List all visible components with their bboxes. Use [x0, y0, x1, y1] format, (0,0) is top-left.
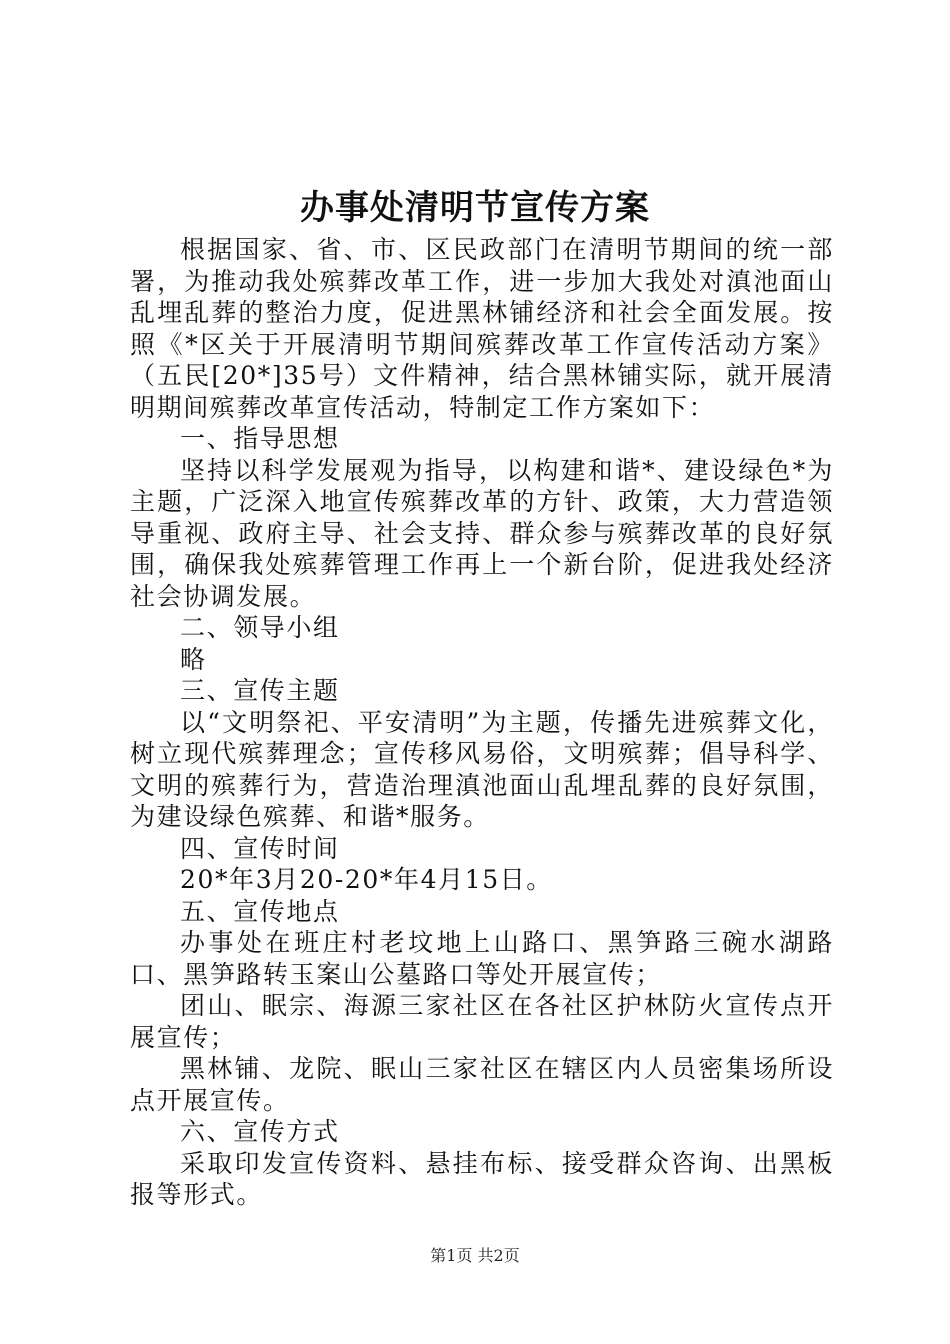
section-heading-location: 五、宣传地点 — [180, 896, 340, 926]
section-heading-time: 四、宣传时间 — [180, 833, 340, 863]
page-footer: 第1页 共2页 — [430, 1246, 520, 1265]
section-heading-method: 六、宣传方式 — [180, 1117, 340, 1146]
intro-paragraph: 根据国家、省、市、区民政部门在清明节期间的统一部署，为推动我处殡葬改革工作，进一步加大我处对滇池面山乱埋乱葬的整治力度，促进黑林铺经济和社会全面发展。按照《*区关于开展清明节期间殡葬改革工作宣传活动方案》（五民[20*]35号）文件精神，结合黑林铺实际，就开展清明期间殡葬改革宣传活动，特制定工作方案如下： — [130, 235, 834, 422]
document-body — [130, 234, 834, 1211]
time-paragraph: 20*年3月20-20*年4月15日。 — [180, 865, 553, 894]
leadership-group-paragraph: 略 — [180, 644, 207, 674]
location-paragraph-3: 黑林铺、龙院、眠山三家社区在辖区内人员密集场所设点开展宣传。 — [130, 1054, 834, 1115]
section-heading-leadership-group: 二、领导小组 — [180, 613, 340, 642]
section-heading-theme: 三、宣传主题 — [180, 676, 340, 705]
guiding-thought-paragraph: 坚持以科学发展观为指导，以构建和谐*、建设绿色*为主题，广泛深入地宣传殡葬改革的方针、政策，大力营造领导重视、政府主导、社会支持、群众参与殡葬改革的良好氛围，确保我处殡葬管理工作再上一个新台阶，促进我处经济社会协调发展。 — [130, 455, 834, 611]
document-title: 办事处清明节宣传方案 — [300, 188, 650, 228]
location-paragraph-1: 办事处在班庄村老坟地上山路口、黑笋路三碗水湖路口、黑笋路转玉案山公墓路口等处开展宣传； — [130, 928, 834, 989]
theme-paragraph: 以“文明祭祀、平安清明”为主题，传播先进殡葬文化，树立现代殡葬理念；宣传移风易俗，文明殡葬；倡导科学、文明的殡葬行为，营造治理滇池面山乱埋乱葬的良好氛围，为建设绿色殡葬、和谐*服务。 — [130, 707, 834, 831]
method-paragraph: 采取印发宣传资料、悬挂布标、接受群众咨询、出黑板报等形式。 — [130, 1148, 834, 1209]
section-heading-guiding-thought: 一、指导思想 — [180, 424, 340, 453]
location-paragraph-2: 团山、眠宗、海源三家社区在各社区护林防火宣传点开展宣传； — [130, 991, 834, 1052]
